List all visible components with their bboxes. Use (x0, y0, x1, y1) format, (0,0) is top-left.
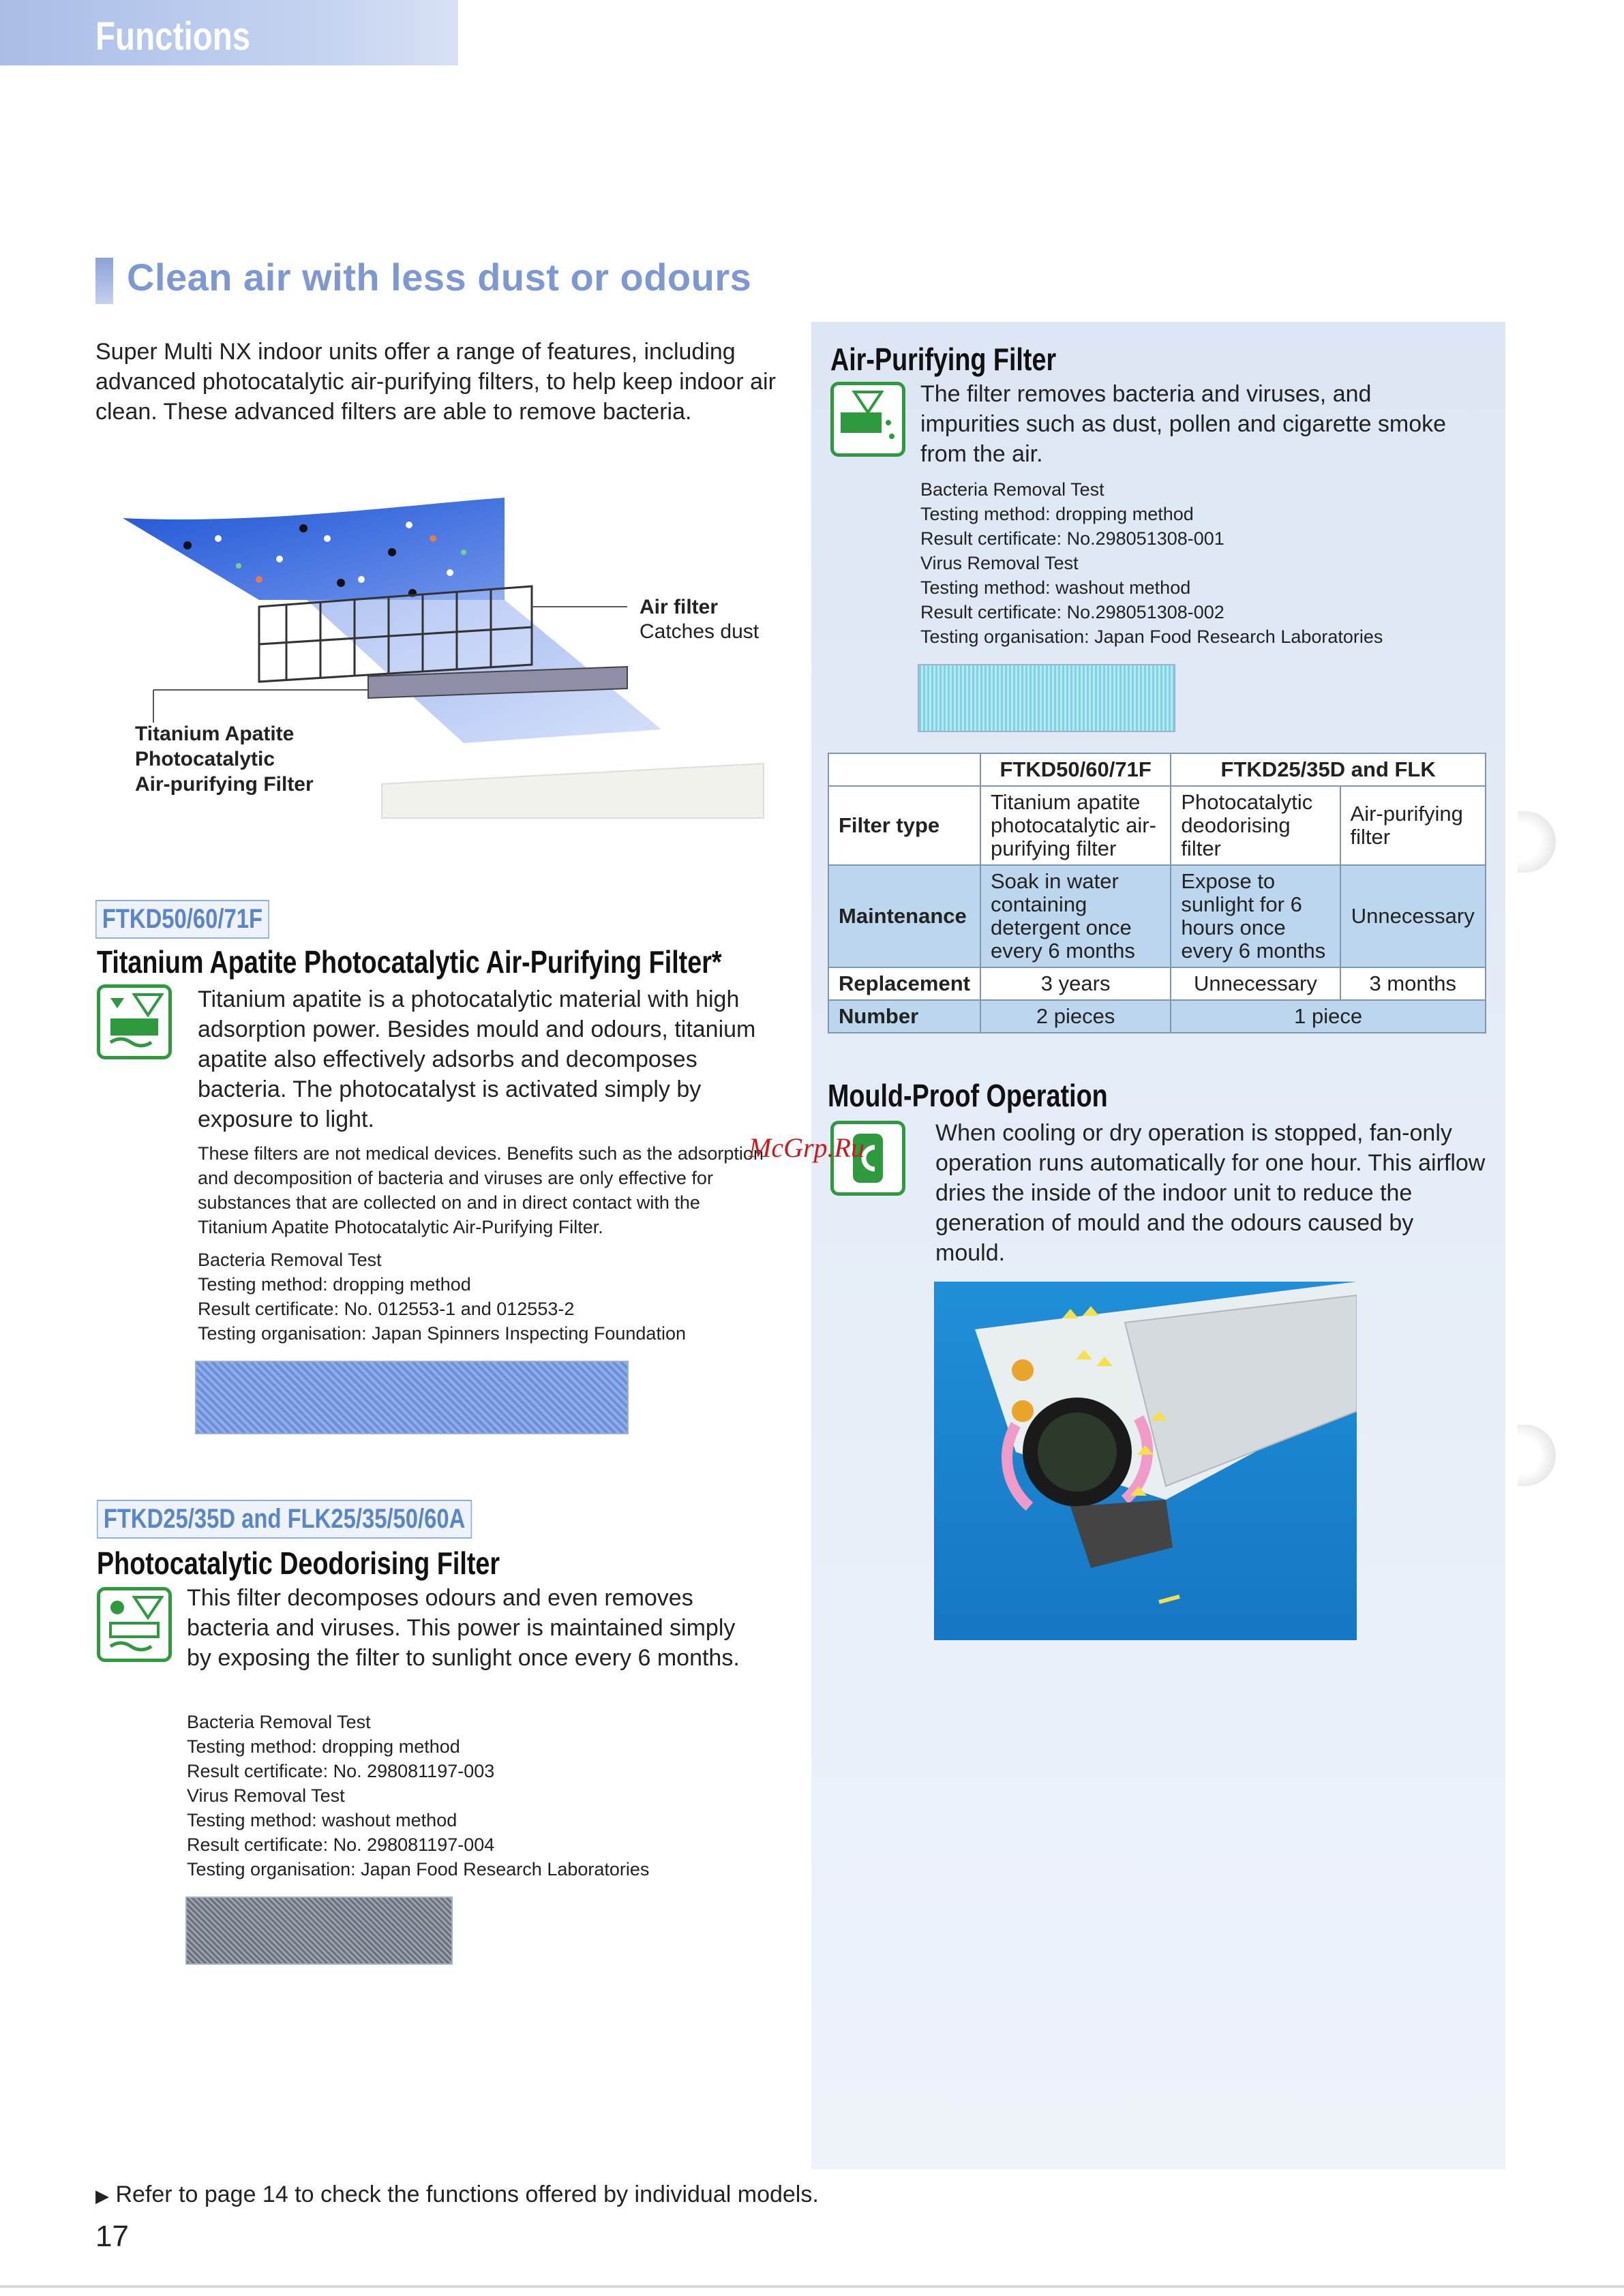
test-line: Testing organisation: Japan Food Research Laboratories (920, 626, 1383, 647)
punch-hole-bottom (1518, 1425, 1556, 1486)
test-line: Bacteria Removal Test (920, 479, 1104, 500)
table-cell: 3 months (1340, 967, 1486, 1000)
table-row-header: Filter type (828, 786, 980, 865)
test-line: Testing organisation: Japan Spinners Inspecting Foundation (198, 1323, 686, 1344)
titanium-label-line1: Titanium Apatite (135, 723, 295, 745)
table-cell: Titanium apatite photocatalytic air-purifying filter (980, 786, 1171, 865)
page-title: Clean air with less dust or odours (127, 256, 752, 299)
table-row-header: Number (828, 1000, 980, 1033)
punch-hole-top (1518, 811, 1556, 873)
test-line: Result certificate: No.298051308-002 (920, 602, 1224, 622)
table-cell: Unnecessary (1171, 967, 1340, 1000)
test-line: Result certificate: No. 298081197-003 (187, 1761, 495, 1781)
intro-paragraph: Super Multi NX indoor units offer a range of features, including advanced photocatalytic air-purifying filters, to help keep indoor air clean. These advanced filters are able to remove bacteria. (95, 339, 776, 425)
model-tag-ftkd50: FTKD50/60/71F (95, 900, 269, 939)
table-cell: 1 piece (1171, 1000, 1486, 1033)
triangle-bullet-icon: ▶ (95, 2186, 109, 2206)
table-cell: Expose to sunlight for 6 hours once every 6 months (1171, 865, 1340, 967)
test-line: Bacteria Removal Test (187, 1712, 371, 1732)
table-corner (828, 753, 980, 786)
titanium-filter-icon (97, 984, 172, 1059)
table-col-header: FTKD50/60/71F (980, 753, 1171, 786)
titanium-filter-body: Titanium apatite is a photocatalytic material with high adsorption power. Besides mould and odours, titanium apatite also effectively adsorbs and decomposes bacteria. The photocatalyst is activated simply by exposure to light. (198, 986, 756, 1132)
air-purifying-heading: Air-Purifying Filter (830, 342, 1057, 377)
titanium-label-line2: Photocatalytic (135, 748, 275, 770)
titanium-filter-photo (195, 1361, 629, 1434)
deodorising-filter-icon (97, 1587, 172, 1662)
titanium-filter-label (135, 721, 314, 797)
air-purifying-body: The filter removes bacteria and viruses, and impurities such as dust, pollen and cigarette smoke from the air. (920, 381, 1447, 467)
test-line: Bacteria Removal Test (198, 1250, 382, 1270)
section-header-label: Functions (95, 14, 251, 59)
test-line: Virus Removal Test (920, 553, 1079, 573)
filter-spec-table (828, 753, 1486, 1033)
titanium-label-line3: Air-purifying Filter (135, 773, 314, 796)
table-cell: 2 pieces (980, 1000, 1171, 1033)
watermark: McGrp.Ru (749, 1132, 864, 1163)
air-purifying-tests (920, 477, 1383, 649)
table-cell: 3 years (980, 967, 1171, 1000)
mould-proof-body: When cooling or dry operation is stopped, fan-only operation runs automatically for one hour. This airflow dries the inside of the indoor unit to reduce the generation of mould and the odours caused by mould. (935, 1120, 1486, 1266)
mould-proof-heading: Mould-Proof Operation (828, 1078, 1108, 1113)
titanium-filter-tests (198, 1248, 686, 1346)
model-tag-ftkd25: FTKD25/35D and FLK25/35/50/60A (97, 1500, 472, 1539)
table-row-header: Replacement (828, 967, 980, 1000)
titanium-filter-note: These filters are not medical devices. Benefits such as the adsorption and decomposition of bacteria and viruses are only effective for substances that are collected on and in direct contact with the Titanium Apatite Photocatalytic Air-Purifying Filter. (198, 1143, 764, 1237)
table-cell: Air-purifying filter (1340, 786, 1486, 865)
test-line: Result certificate: No. 298081197-004 (187, 1834, 495, 1855)
air-filter-label: Air filter (640, 596, 719, 618)
title-accent-bar (95, 258, 113, 304)
bottom-edge-line (0, 2285, 1624, 2288)
air-purifying-filter-photo (918, 664, 1175, 732)
test-line: Testing method: washout method (920, 577, 1191, 598)
test-line: Virus Removal Test (187, 1785, 345, 1806)
table-row-header: Maintenance (828, 865, 980, 967)
test-line: Result certificate: No.298051308-001 (920, 528, 1224, 549)
test-line: Testing method: washout method (187, 1810, 457, 1830)
test-line: Result certificate: No. 012553-1 and 012553-2 (198, 1299, 575, 1319)
test-line: Testing method: dropping method (920, 504, 1194, 524)
table-cell: Photocatalytic deodorising filter (1171, 786, 1340, 865)
deodorising-filter-heading: Photocatalytic Deodorising Filter (97, 1545, 500, 1581)
test-line: Testing method: dropping method (187, 1736, 460, 1757)
deodorising-filter-body: This filter decomposes odours and even removes bacteria and viruses. This power is maintained simply by exposing the filter to sunlight once every 6 months. (187, 1585, 740, 1671)
air-filter-sublabel: Catches dust (640, 620, 760, 643)
deodorising-filter-photo (185, 1897, 453, 1965)
test-line: Testing organisation: Japan Food Research Laboratories (187, 1859, 650, 1879)
footer-note (95, 2181, 819, 2208)
table-col-header: FTKD25/35D and FLK (1171, 753, 1486, 786)
table-cell: Unnecessary (1340, 865, 1486, 967)
page-number: 17 (95, 2220, 129, 2253)
titanium-filter-heading: Titanium Apatite Photocatalytic Air-Purifying Filter* (97, 944, 722, 980)
indoor-unit-airflow-photo (934, 1282, 1357, 1640)
air-purifying-icon (830, 382, 905, 457)
table-cell: Soak in water containing detergent once every 6 months (980, 865, 1171, 967)
deodorising-filter-tests (187, 1710, 649, 1882)
test-line: Testing method: dropping method (198, 1274, 471, 1295)
footer-note-text: Refer to page 14 to check the functions offered by individual models. (115, 2181, 819, 2207)
